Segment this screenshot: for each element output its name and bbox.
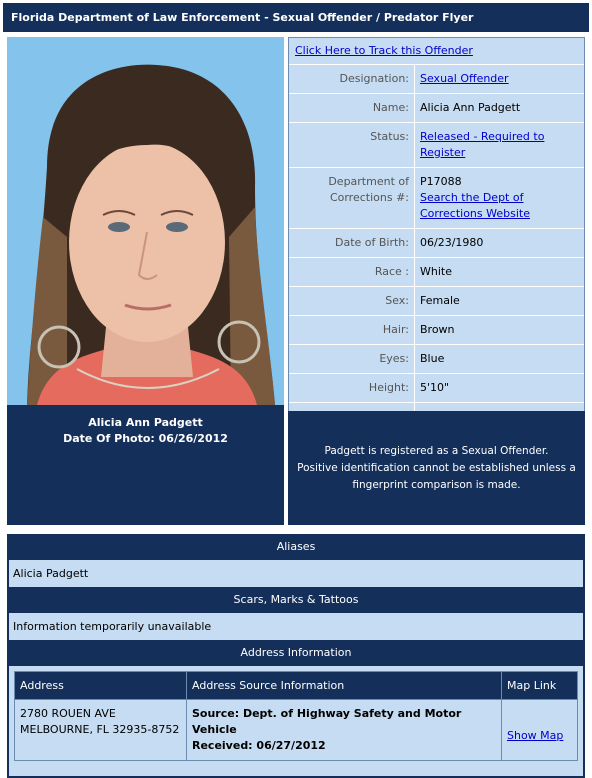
map-col-header: Map Link [502,672,578,700]
designation-row [289,64,584,93]
aliases-value: Alicia Padgett [9,560,583,587]
address-received: Received: 06/27/2012 [192,739,326,752]
address-header-row [15,672,578,700]
address-cell [15,700,187,761]
name-label: Name: [289,94,415,122]
status-row [289,122,584,167]
status-label: Status: [289,123,415,167]
doc-row [289,167,584,228]
eyes-label: Eyes: [289,345,415,373]
address-col-header: Address [15,672,187,700]
sex-value: Female [420,294,460,307]
details-panel [7,534,585,778]
eyes-value: Blue [420,352,445,365]
race-label: Race : [289,258,415,286]
address-source: Source: Dept. of Highway Safety and Motor Vehicle [192,707,462,736]
notice-line-2: Positive identification cannot be established unless a fingerprint comparison is made. [297,462,576,491]
doc-search-link[interactable]: Search the Dept of Corrections Website [420,191,530,220]
designation-link[interactable]: Sexual Offender [420,72,509,85]
name-row [289,93,584,122]
scars-value: Information temporarily unavailable [9,613,583,640]
portrait-image [7,37,284,405]
height-value: 5'10" [420,381,450,394]
race-value: White [420,265,452,278]
height-row [289,373,584,402]
scars-heading: Scars, Marks & Tattoos [9,587,583,613]
address-heading: Address Information [9,640,583,666]
track-offender-row [289,38,584,64]
offender-info-table [288,37,585,432]
page-title: Florida Department of Law Enforcement - Sexual Offender / Predator Flyer [11,11,474,24]
hair-label: Hair: [289,316,415,344]
identification-notice [288,411,585,525]
name-value: Alicia Ann Padgett [420,101,521,114]
address-city: MELBOURNE, FL 32935-8752 [20,723,180,736]
status-link[interactable]: Released - Required to Register [420,130,545,159]
doc-number: P17088 [420,175,462,188]
hair-row [289,315,584,344]
page-title-bar [3,3,589,32]
address-section [9,666,583,776]
sex-label: Sex: [289,287,415,315]
race-row [289,257,584,286]
photo-caption-date: Date Of Photo: 06/26/2012 [63,432,228,445]
source-cell [187,700,502,761]
hair-value: Brown [420,323,455,336]
track-offender-link[interactable]: Click Here to Track this Offender [295,44,473,57]
dob-row [289,228,584,257]
address-table [14,671,578,761]
dob-label: Date of Birth: [289,229,415,257]
photo-caption [7,415,284,447]
map-cell [502,700,578,761]
aliases-heading: Aliases [9,534,583,560]
dob-value: 06/23/1980 [420,236,484,249]
table-row [15,700,578,761]
designation-label: Designation: [289,65,415,93]
notice-line-1: Padgett is registered as a Sexual Offender. [324,445,549,457]
eyes-row [289,344,584,373]
offender-photo [7,37,284,405]
source-col-header: Address Source Information [187,672,502,700]
sex-row [289,286,584,315]
show-map-link[interactable]: Show Map [507,729,564,742]
address-street: 2780 ROUEN AVE [20,707,116,720]
photo-panel [7,37,284,525]
photo-caption-name: Alicia Ann Padgett [88,416,203,429]
height-label: Height: [289,374,415,402]
doc-label: Department of Corrections #: [289,168,415,228]
